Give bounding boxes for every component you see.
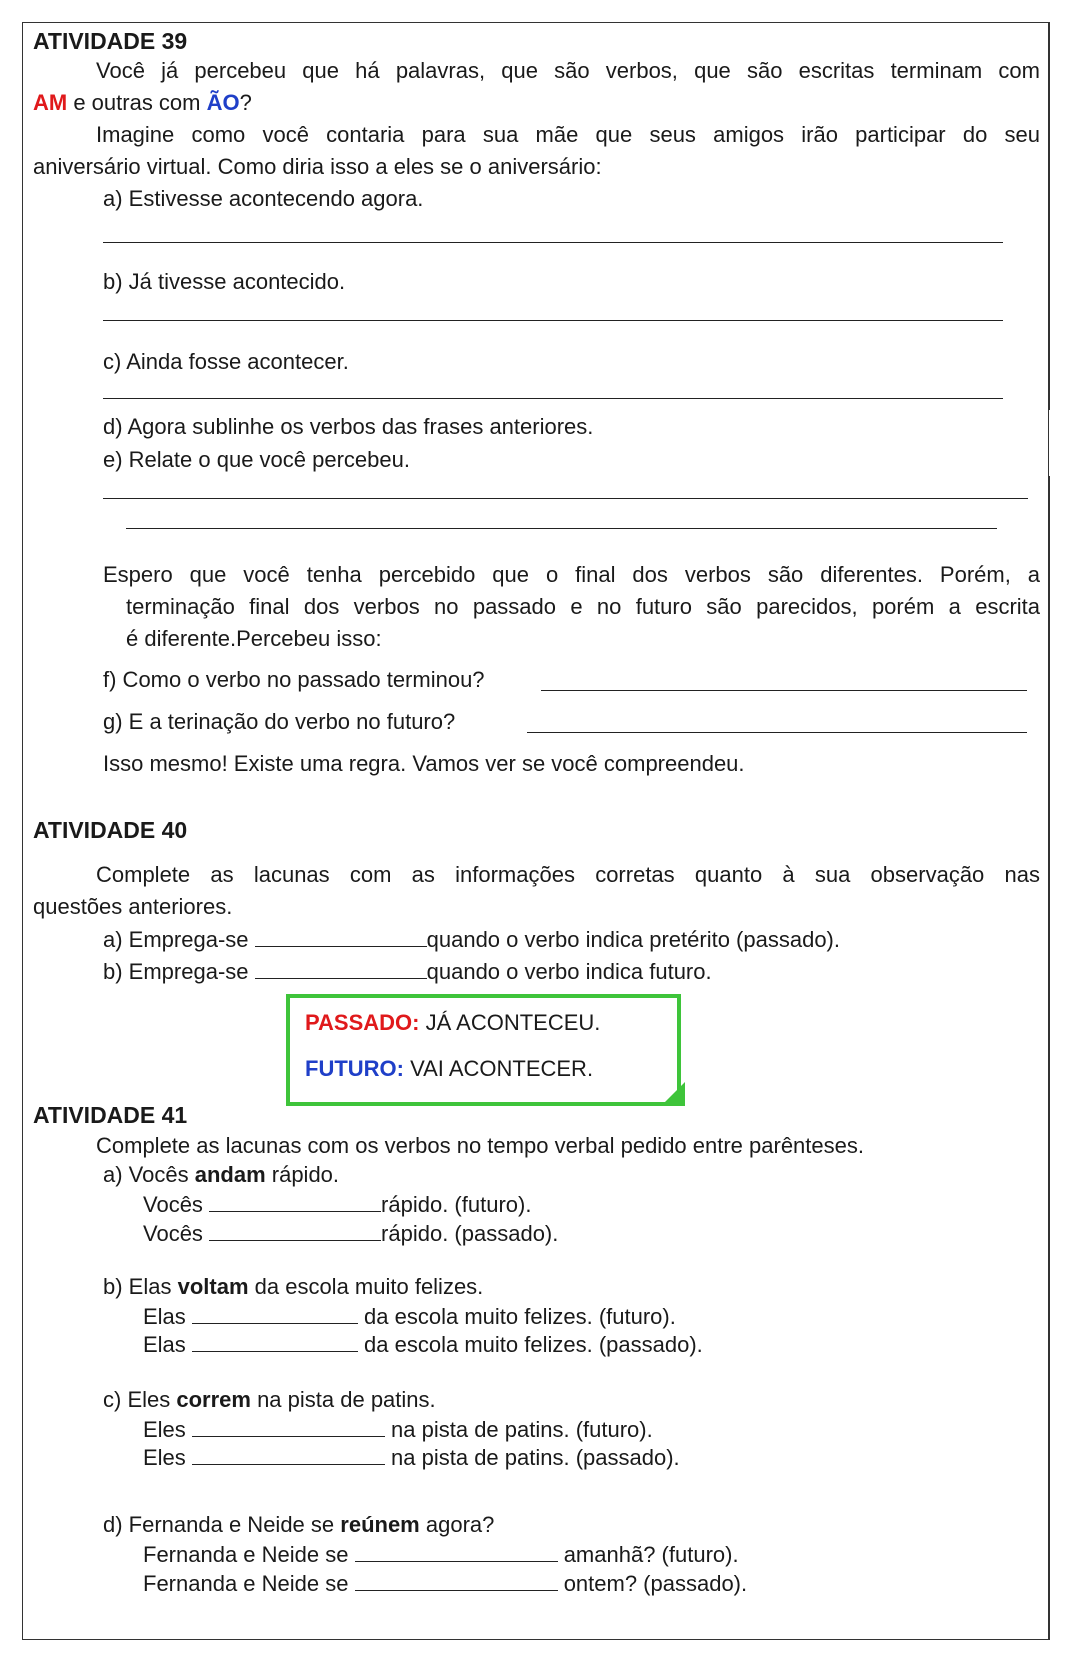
blank-a41-c-future[interactable] — [192, 1416, 385, 1437]
passado-label: PASSADO: — [305, 1010, 420, 1035]
blank-a41-b-past[interactable] — [192, 1331, 358, 1352]
a41-a2-subject: Vocês — [143, 1221, 210, 1246]
a41-c1-subject: Eles — [143, 1417, 192, 1442]
question-a39-a: a) Estivesse acontecendo agora. — [103, 186, 424, 211]
frame-right-segment-lower — [1049, 476, 1050, 1640]
a41-b2-rest: da escola muito felizes. (passado). — [357, 1332, 703, 1357]
activity-39-title: ATIVIDADE 39 — [33, 28, 188, 54]
frame-right-segment — [1049, 22, 1050, 410]
a41-b1-rest: da escola muito felizes. (futuro). — [357, 1304, 676, 1329]
blank-a41-a-future[interactable] — [209, 1191, 381, 1212]
a41-a-suffix: rápido. — [265, 1162, 340, 1187]
answer-line-a39-e1[interactable] — [103, 498, 1028, 499]
a40-a-suffix: quando o verbo indica pretérito (passado). — [426, 927, 840, 952]
a41-a1-rest: rápido. (futuro). — [381, 1192, 532, 1217]
item-a41-a — [103, 1162, 339, 1188]
a39-para3-line1: Espero que você tenha percebido que o final dos verbos são diferentes. Porém, a — [103, 562, 1040, 587]
a40-instruction-line1: Complete as lacunas com as informações corretas quanto à sua observação nas — [96, 862, 1040, 887]
a41-b-verb: voltam — [177, 1274, 249, 1299]
a40-b-suffix: quando o verbo indica futuro. — [426, 959, 712, 984]
a39-intro-mid: e outras com — [67, 90, 207, 115]
blank-a40-a[interactable] — [255, 926, 427, 947]
a39-para3-line3: é diferente.Percebeu isso: — [126, 626, 382, 651]
question-a39-d: d) Agora sublinhe os verbos das frases anteriores. — [103, 414, 594, 439]
a41-d-future-line — [143, 1541, 739, 1568]
a41-b1-subject: Elas — [143, 1304, 192, 1329]
question-a39-g: g) E a terinação do verbo no futuro? — [103, 709, 456, 734]
a41-d-suffix: agora? — [419, 1512, 495, 1537]
a40-instruction-line2: questões anteriores. — [33, 894, 233, 919]
a39-intro-line1: Você já percebeu que há palavras, que são verbos, que são escritas terminam com — [96, 58, 1040, 83]
question-a39-c: c) Ainda fosse acontecer. — [103, 349, 349, 374]
answer-line-a39-b[interactable] — [103, 320, 1003, 321]
a41-b-future-line — [143, 1303, 676, 1330]
answer-line-a39-a[interactable] — [103, 242, 1003, 243]
box-folded-corner — [661, 1082, 685, 1106]
activity-41-title: ATIVIDADE 41 — [33, 1102, 188, 1128]
a41-d1-rest: amanhã? (futuro). — [557, 1542, 739, 1567]
a41-b-prefix: b) Elas — [103, 1274, 178, 1299]
blank-a40-b[interactable] — [255, 958, 427, 979]
futuro-label: FUTURO: — [305, 1056, 404, 1081]
a41-a-verb: andam — [194, 1162, 266, 1187]
a41-c-prefix: c) Eles — [103, 1387, 177, 1412]
am-ending: AM — [33, 90, 68, 115]
item-a41-d — [103, 1512, 494, 1538]
a41-a-prefix: a) Vocês — [103, 1162, 195, 1187]
a39-closing: Isso mesmo! Existe uma regra. Vamos ver se você compreendeu. — [103, 751, 745, 776]
question-a40-a — [103, 926, 840, 953]
a41-instruction: Complete as lacunas com os verbos no tempo verbal pedido entre parênteses. — [96, 1133, 864, 1158]
a41-c2-subject: Eles — [143, 1445, 192, 1470]
a41-d2-subject: Fernanda e Neide se — [143, 1571, 355, 1596]
a39-para2-line1: Imagine como você contaria para sua mãe que seus amigos irão participar do seu — [96, 122, 1040, 147]
a39-intro-end: ? — [239, 90, 252, 115]
question-a39-f: f) Como o verbo no passado terminou? — [103, 667, 485, 692]
a41-c-future-line — [143, 1416, 653, 1443]
a41-d-past-line — [143, 1570, 747, 1597]
item-a41-b — [103, 1274, 483, 1300]
a41-a-past-line — [143, 1220, 558, 1247]
a40-b-prefix: b) Emprega-se — [103, 959, 255, 984]
blank-a41-b-future[interactable] — [192, 1303, 358, 1324]
a41-c-past-line — [143, 1444, 680, 1471]
question-a39-e: e) Relate o que você percebeu. — [103, 447, 410, 472]
a39-para3-line2: terminação final dos verbos no passado e no futuro são parecidos, porém a escrita — [126, 594, 1040, 619]
passado-definition — [305, 1010, 600, 1036]
a39-intro-line2 — [33, 90, 252, 116]
answer-line-a39-f[interactable] — [541, 690, 1027, 691]
a41-b-suffix: da escola muito felizes. — [248, 1274, 484, 1299]
answer-line-a39-g[interactable] — [527, 732, 1027, 733]
a41-d-verb: reúnem — [340, 1512, 420, 1537]
passado-text: JÁ ACONTECEU. — [419, 1010, 601, 1035]
a41-c2-rest: na pista de patins. (passado). — [384, 1445, 680, 1470]
a41-b-past-line — [143, 1331, 703, 1358]
a41-d1-subject: Fernanda e Neide se — [143, 1542, 355, 1567]
futuro-definition — [305, 1056, 593, 1082]
blank-a41-d-future[interactable] — [355, 1541, 558, 1562]
a41-d-prefix: d) Fernanda e Neide se — [103, 1512, 341, 1537]
futuro-text: VAI ACONTECER. — [403, 1056, 594, 1081]
a41-a1-subject: Vocês — [143, 1192, 210, 1217]
ao-ending: ÃO — [206, 90, 240, 115]
a41-c-suffix: na pista de patins. — [250, 1387, 436, 1412]
a41-a-future-line — [143, 1191, 531, 1218]
activity-40-title: ATIVIDADE 40 — [33, 817, 188, 843]
answer-line-a39-c[interactable] — [103, 398, 1003, 399]
a41-d2-rest: ontem? (passado). — [557, 1571, 748, 1596]
a41-c-verb: correm — [176, 1387, 251, 1412]
a41-c1-rest: na pista de patins. (futuro). — [384, 1417, 653, 1442]
blank-a41-d-past[interactable] — [355, 1570, 558, 1591]
a39-para2-line2: aniversário virtual. Como diria isso a eles se o aniversário: — [33, 154, 602, 179]
question-a40-b — [103, 958, 712, 985]
item-a41-c — [103, 1387, 436, 1413]
blank-a41-a-past[interactable] — [209, 1220, 381, 1241]
a41-a2-rest: rápido. (passado). — [381, 1221, 559, 1246]
a41-b2-subject: Elas — [143, 1332, 192, 1357]
question-a39-b: b) Já tivesse acontecido. — [103, 269, 346, 294]
answer-line-a39-e2[interactable] — [126, 528, 997, 529]
a40-a-prefix: a) Emprega-se — [103, 927, 255, 952]
blank-a41-c-past[interactable] — [192, 1444, 385, 1465]
